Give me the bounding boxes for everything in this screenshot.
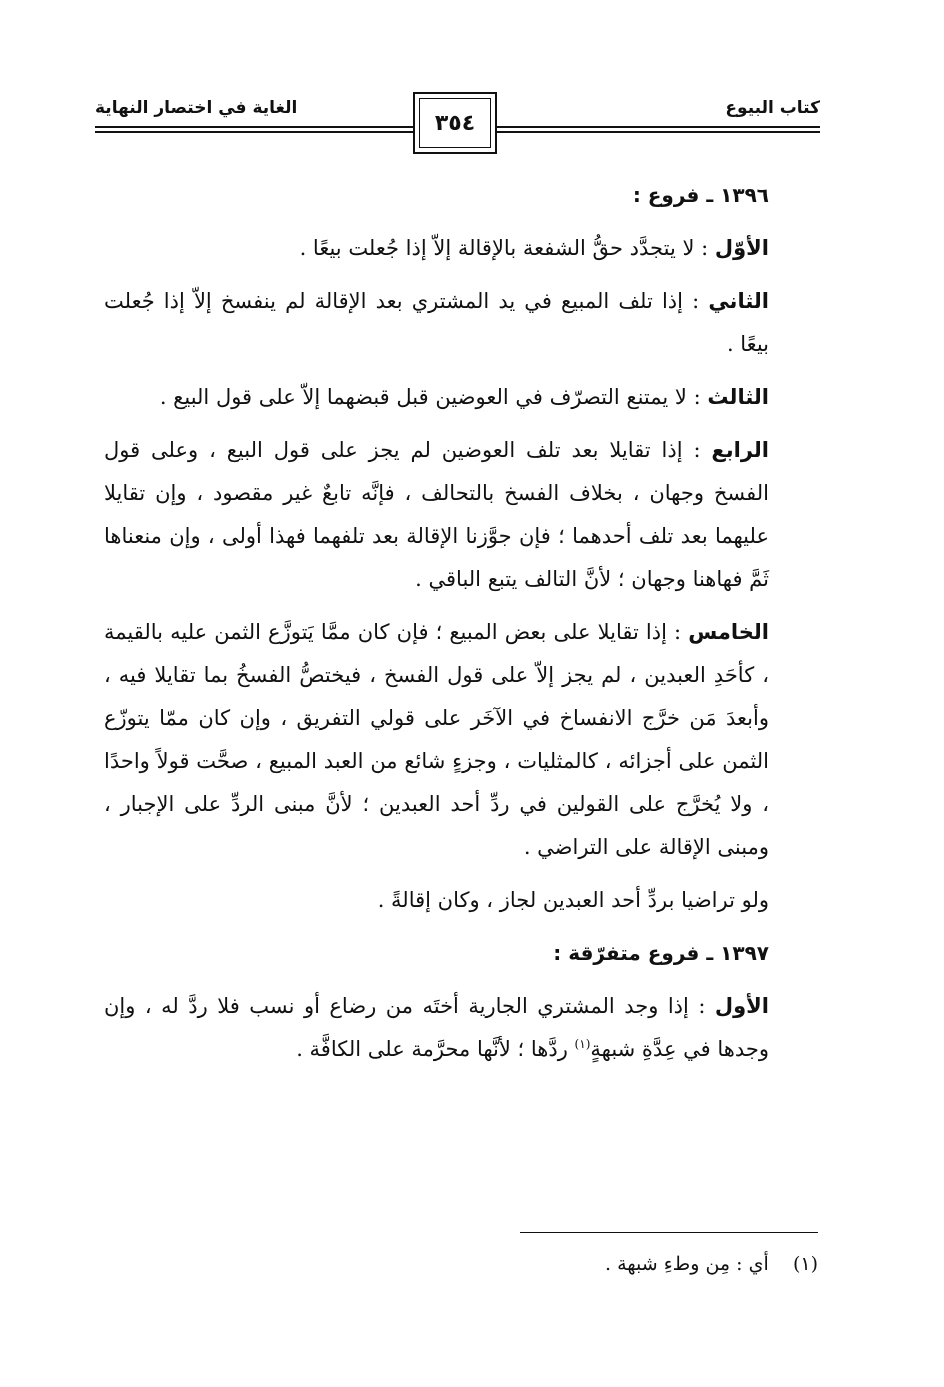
- section-heading-1396: ١٣٩٦ ـ فروع :: [632, 183, 769, 207]
- paragraph-fifth: [104, 611, 814, 869]
- footnote: [605, 1253, 818, 1275]
- paragraph-label: الأوّل: [714, 236, 769, 260]
- paragraph-text: : إذا تقايلا على بعض المبيع ؛ فإن كان ممَّا يَتوزَّع الثمن عليه بالقيمة ، كأحَدِ العبدين ، لم يجز إلاّ على قول الفسخ ، فيختصُّ الفسخُ بما تقايلا فيه ، وأبعدَ مَن خرَّج الانفساخ في الآخَر على قولي التفريق ، وإن كان ممّا يتوزّع الثمن على أجزائه ، كالمثليات ، وجزءٍ شائع من العبد المبيع ، صحَّت قولاً واحدًا ، ولا يُخرَّج على القولين في ردِّ أحد العبدين ؛ لأنَّ مبنى الردِّ على الإجبار ، ومبنى الإقالة على التراضي .: [104, 620, 769, 859]
- paragraph-fourth: [104, 429, 814, 601]
- paragraph-third: [104, 376, 814, 419]
- work-title: الغاية في اختصار النهاية: [95, 98, 298, 118]
- paragraph-label: الرابع: [711, 438, 769, 462]
- running-header: [95, 92, 820, 158]
- paragraph-text: : إذا وجد المشتري الجارية أختَه من رضاع أو نسب فلا ردَّ له ، وإن وجدها في عِدَّةِ شبهةٍ: [104, 994, 769, 1061]
- paragraph-second: [104, 280, 814, 366]
- footnote-separator: [520, 1232, 818, 1233]
- paragraph-label: الثالث: [707, 385, 769, 409]
- page-number: ٣٥٤: [434, 110, 476, 136]
- paragraph-sixth: ولو تراضيا بردِّ أحد العبدين لجاز ، وكان إقالةً .: [377, 888, 769, 912]
- footnote-number: (١): [792, 1253, 818, 1275]
- paragraph-text: : لا يتجدَّد حقُّ الشفعة بالإقالة إلاّ إذا جُعلت بيعًا .: [299, 236, 715, 260]
- paragraph-label: الأول: [714, 994, 769, 1018]
- footnote-text: أي : مِن وطءِ شبهة .: [605, 1253, 769, 1275]
- paragraph-label: الثاني: [708, 289, 769, 313]
- paragraph-seventh: [104, 985, 814, 1071]
- footnote-marker: (١): [574, 1037, 591, 1051]
- main-text: [104, 174, 814, 1081]
- page-number-frame: [413, 92, 497, 154]
- paragraph-text: : إذا تلف المبيع في يد المشتري بعد الإقالة لم ينفسخ إلاّ إذا جُعلت بيعًا .: [104, 289, 769, 356]
- paragraph-text: : إذا تقايلا بعد تلف العوضين لم يجز على قول البيع ، وعلى قول الفسخ وجهان ، بخلاف الفسخ بالتحالف ، فإنَّه تابعٌ غير مقصود ، وإن تقايلا عليهما بعد تلف أحدهما ؛ فإن جوَّزنا الإقالة بعد تلفهما فهذا أولى ، وإن منعناها ثَمَّ فهاهنا وجهان ؛ لأنَّ التالف يتبع الباقي .: [104, 438, 769, 591]
- book-title: كتاب البيوع: [725, 98, 820, 118]
- paragraph-label: الخامس: [688, 620, 769, 644]
- section-heading-1397: ١٣٩٧ ـ فروع متفرّقة :: [553, 941, 769, 965]
- paragraph-first: [104, 227, 814, 270]
- paragraph-text: ردَّها ؛ لأنَّها محرَّمة على الكافَّة .: [296, 1037, 575, 1061]
- paragraph-text: : لا يمتنع التصرّف في العوضين قبل قبضهما إلاّ على قول البيع .: [159, 385, 708, 409]
